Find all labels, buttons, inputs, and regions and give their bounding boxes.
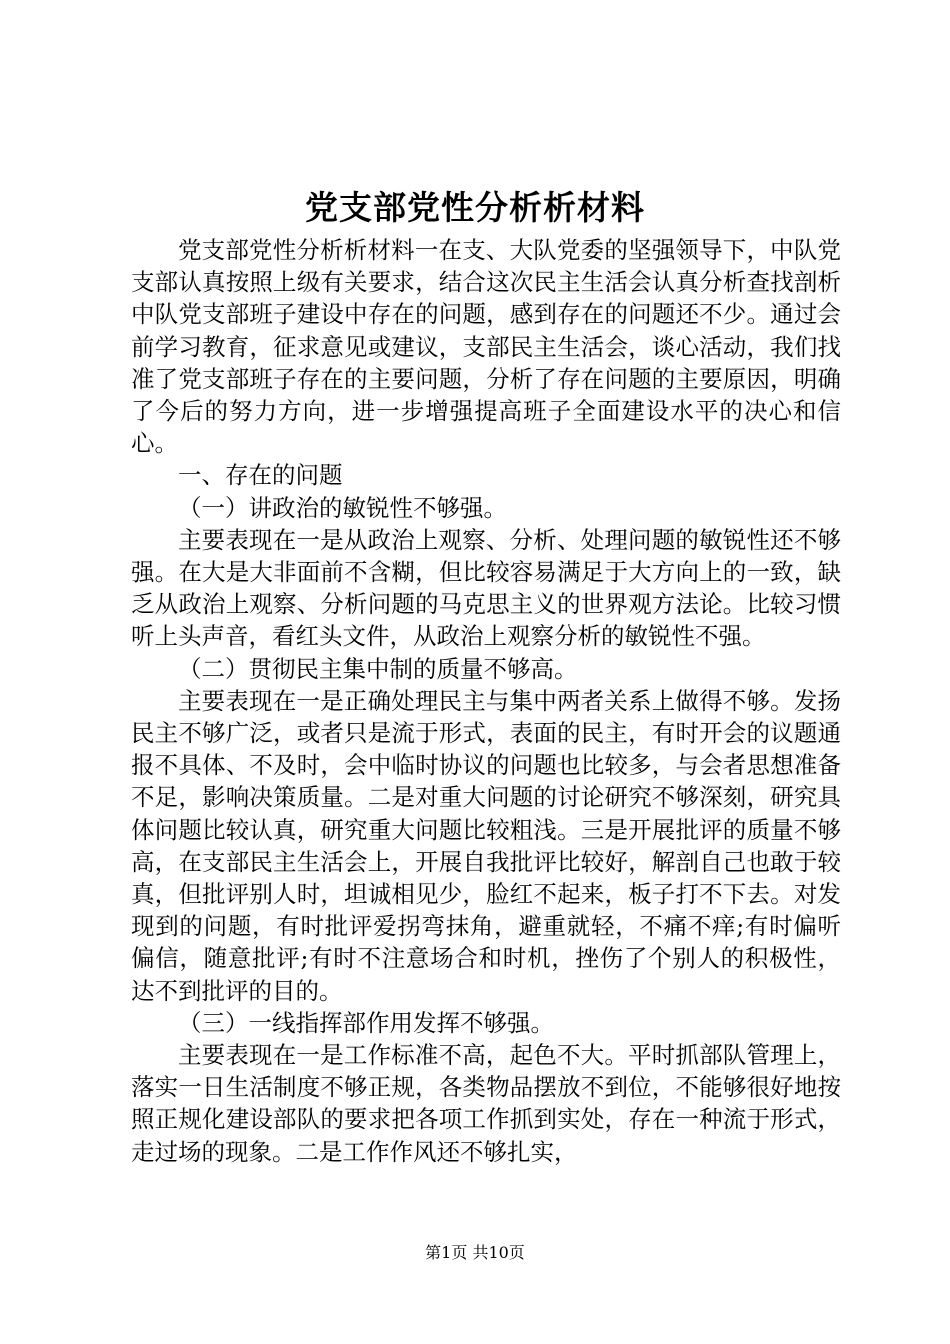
subsection-paragraph-1: 主要表现在一是从政治上观察、分析、处理问题的敏锐性还不够强。在大是大非面前不含糊，但比较容易满足于大方向上的一致，缺乏从政治上观察、分析问题的马克思主义的世界观方法论。比较习惯听上头声音，看红头文件，从政治上观察分析的敏锐性不强。 (131, 525, 841, 651)
subsection-heading-3: （三）一线指挥部作用发挥不够强。 (178, 1008, 554, 1037)
subsection-heading-2: （二）贯彻民主集中制的质量不够高。 (178, 654, 578, 683)
document-title: 党支部党性分析析材料 (305, 188, 645, 227)
subsection-paragraph-3: 主要表现在一是工作标准不高，起色不大。平时抓部队管理上，落实一日生活制度不够正规，各类物品摆放不到位，不能够很好地按照正规化建设部队的要求把各项工作抓到实处，存在一种流于形式，走过场的现象。二是工作作风还不够扎实， (131, 1041, 841, 1166)
intro-paragraph: 党支部党性分析析材料一在支、大队党委的坚强领导下，中队党支部认真按照上级有关要求，结合这次民主生活会认真分析查找剖析中队党支部班子建设中存在的问题，感到存在的问题还不少。通过会前学习教育，征求意见或建议，支部民主生活会，谈心活动，我们找准了党支部班子存在的主要问题，分析了存在问题的主要原因，明确了今后的努力方向，进一步增强提高班子全面建设水平的决心和信心。 (131, 236, 841, 458)
page-number: 第1页 共10页 (425, 1243, 525, 1262)
subsection-paragraph-2: 主要表现在一是正确处理民主与集中两者关系上做得不够。发扬民主不够广泛，或者只是流于形式，表面的民主，有时开会的议题通报不具体、不及时，会中临时协议的问题也比较多，与会者思想准备不足，影响决策质量。二是对重大问题的讨论研究不够深刻，研究具体问题比较认真，研究重大问题比较粗浅。三是开展批评的质量不够高，在支部民主生活会上，开展自我批评比较好，解剖自己也敢于较真，但批评别人时，坦诚相见少，脸红不起来，板子打不下去。对发现到的问题，有时批评爱拐弯抹角，避重就轻，不痛不痒;有时偏听偏信，随意批评;有时不注意场合和时机，挫伤了个别人的积极性，达不到批评的目的。 (131, 686, 841, 1005)
document-body (131, 234, 841, 1168)
section-heading: 一、存在的问题 (178, 461, 343, 490)
subsection-heading-1: （一）讲政治的敏锐性不够强。 (178, 493, 507, 522)
